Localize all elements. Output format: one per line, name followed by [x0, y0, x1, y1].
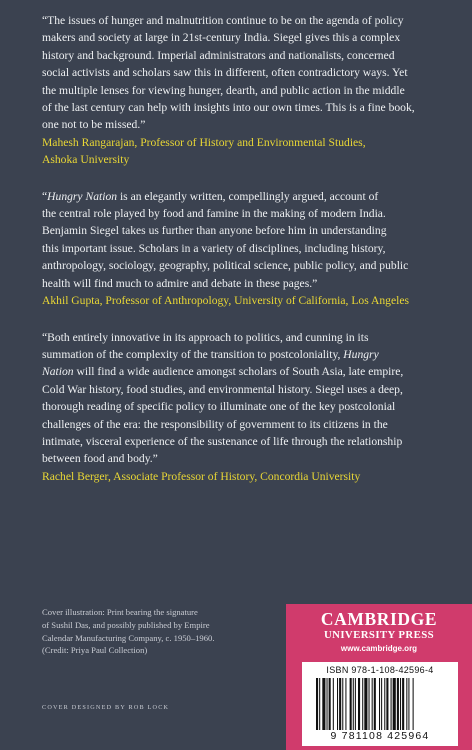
isbn-label: ISBN 978-1-108-42596-4: [326, 665, 434, 675]
publisher-box: [286, 604, 472, 750]
quote-2-line-1: “Hungry Nation is an elegantly written, compellingly argued, account of: [42, 189, 379, 203]
publisher-logo-name: CAMBRIDGE: [320, 609, 438, 629]
quote-1-text: “The issues of hunger and malnutrition continue to be on the agenda of policy makers and society at large in 21st-century India. Siegel gives this a complex history and background. Imperial administrators and nationalists, concerned social activists and scholars saw this in different, often contradictory ways. Yet the multiple lenses for viewing hunger, dearth, and public action in the middle of the last century can help with insights into our own times. This is a fine book, one not to be missed.”: [42, 14, 415, 132]
quote-3-text: “Both entirely innovative in its approach to politics, and cunning in its summation of the complexity of the transition to postcoloniality, Hungry Nation will find a wide audience amongst scholars of South Asia, late empire, Cold War history, food studies, and environmental history. Siegel uses a deep, thorough reading of specific policy to illuminate one of the key postcolonial challenges of the era: the responsibility of government to its citizens in the intimate, visceral experience of the sustenance of life through the relationship between food and body.”: [42, 330, 404, 466]
quote-1-attribution: Mahesh Rangarajan, Professor of History and Environmental Studies, Ashoka University: [42, 135, 366, 167]
barcode-icon: [316, 678, 444, 730]
quote-3-attribution: Rachel Berger, Associate Professor of History, Concordia University: [42, 469, 361, 483]
cover-illustration-credit: Cover illustration: Print bearing the signature of Sushil Das, and possibly published by Empire Calendar Manufacturing Company, c. 1950–1960. (Credit: Priya Paul Collection): [42, 607, 215, 656]
endorsements: [42, 12, 442, 504]
quote-2-text: “Hungry Nation is an elegantly written, compellingly argued, account of the central role played by food and famine in the making of modern India. Benjamin Siegel takes us further than anyone before him in understanding this important issue. Scholars in a variety of disciplines, including history, anthropology, sociology, geography, political science, public policy, and public health will find much to admire and debate in these pages.”: [42, 189, 409, 290]
publisher-logo-sub: UNIVERSITY PRESS: [323, 629, 435, 641]
publisher-url: www.cambridge.org: [340, 644, 418, 653]
barcode-panel: [302, 662, 458, 746]
quote-2-attribution: Akhil Gupta, Professor of Anthropology, University of California, Los Angeles: [42, 294, 409, 308]
quote-3: [42, 329, 442, 486]
cover-designer-credit: COVER DESIGNED BY ROB LOCK: [42, 704, 170, 711]
quote-1: [42, 12, 442, 169]
barcode-digits: 9 781108 425964: [330, 730, 430, 742]
quote-3-line-2: summation of the complexity of the transition to postcoloniality, Hungry: [42, 347, 379, 361]
quote-2: [42, 188, 442, 310]
quote-3-line-3: Nation will find a wide audience amongst scholars of South Asia, late empire,: [42, 365, 404, 379]
